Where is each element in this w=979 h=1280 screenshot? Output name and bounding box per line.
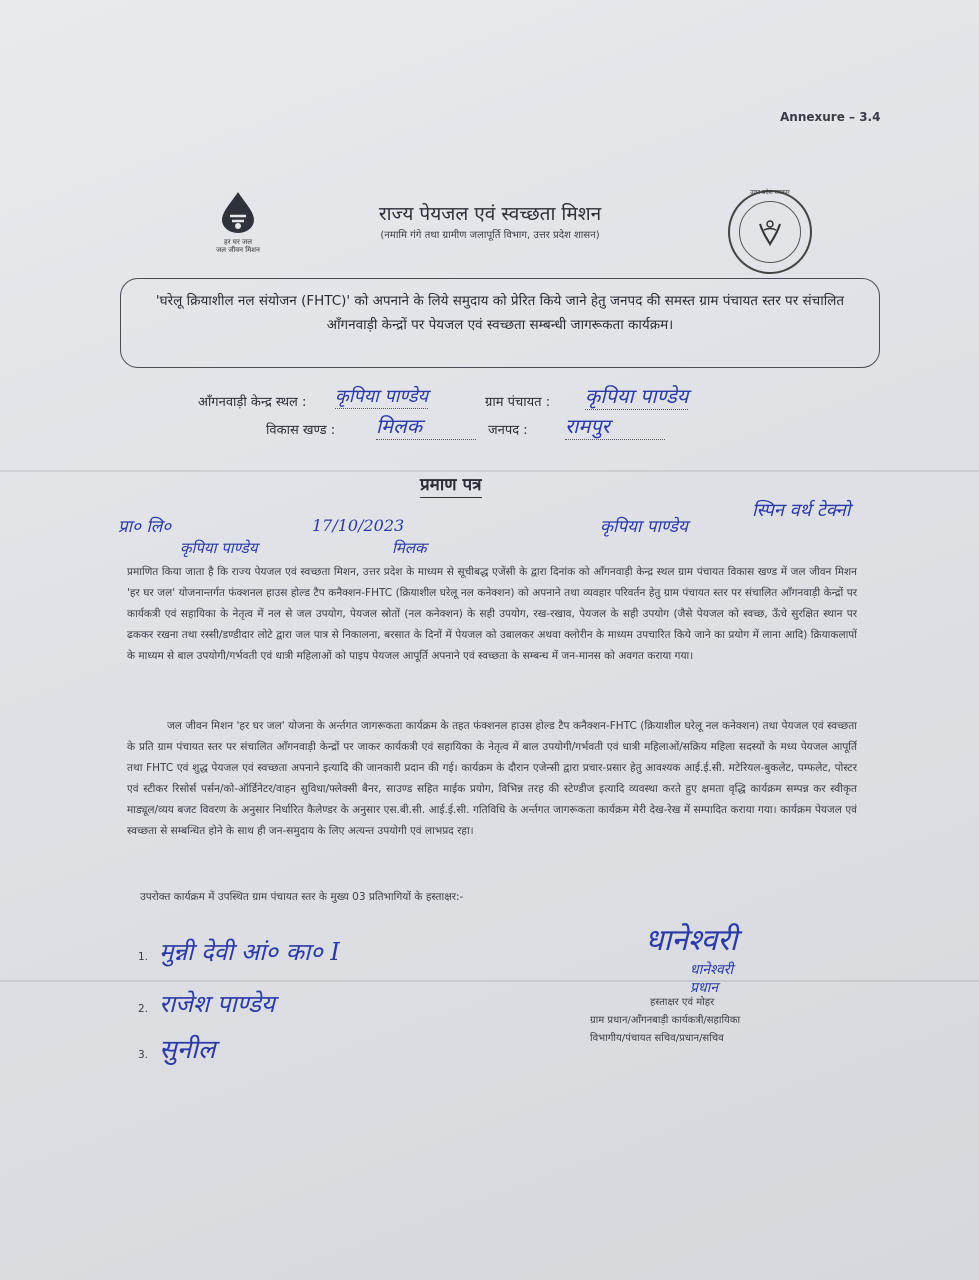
role-line-2: विभागीय/पंचायत सचिव/प्रधान/सचिव (590, 1033, 724, 1044)
vikas-khand-label: विकास खण्ड : (266, 423, 336, 438)
place-handwritten: कृपिया पाण्डेय (600, 517, 688, 537)
signature-2: राजेश पाण्डेय (159, 990, 275, 1018)
har-ghar-jal-logo (212, 190, 264, 260)
signature-3: सुनील (159, 1035, 216, 1065)
page-title: राज्य पेयजल एवं स्वच्छता मिशन (378, 203, 602, 225)
water-drop-icon (212, 190, 264, 234)
date-handwritten: 17/10/2023 (312, 516, 405, 535)
gram-panchayat-value: कृपिया पाण्डेय (585, 384, 689, 408)
certificate-paragraph-1: प्रमाणित किया जाता है कि राज्य पेयजल एवं स्वच्छता मिशन, उत्तर प्रदेश के माध्यम से सूचीबद्ध एजेंसी के द्वारा दिनांक को आँगनवाड़ी केन्द्र स्थल ग्राम पंचायत विकास खण्ड में जल जीवन मिशन 'हर घर जल' योजनान्तर्गत फंक्शनल हाउस होल्ड टैप कनैक्शन-FHTC (क्रियाशील घरेलू नल कनेक्शन) को अपनाने तथा व्यवहार परिवर्तन हेतु ग्राम पंचायत स्तर पर संचालित आँगनवाड़ी केन्द्रों पर कार्यकत्री एवं सहायिका के नेतृत्व में नल से जल उपयोग, पेयजल स्रोतों (नल कनेक्शन) के सही उपयोग, रख-रखाव, पेयजल के सही उपयोग (जैसे पेयजल को स्वच्छ, ऊँचे सुरक्षित स्थान पर ढककर रखना तथा रस्सी/डण्डीदार लोटे द्वारा जल पात्र से निकालना, बरसात के दिनों में पेयजल को उबालकर अथवा क्लोरीन के माध्यम उपचारित किये जाने का प्रयोग में लाना आदि) क्रियाकलापों के माध्यम से बाल उपयोगी/गर्भवती एवं धात्री महिलाओं को पाइप पेयजल आपूर्ति अपनाने एवं स्वच्छता के सम्बन्ध में जन-मानस को अवगत कराया गया। (127, 566, 857, 662)
signature-number: 3. (138, 1049, 149, 1061)
signature-row (138, 987, 275, 1020)
pradhan-signature-print: धानेश्वरी (690, 962, 734, 978)
agency-name-handwritten: स्पिन वर्थ टेक्नो (752, 500, 851, 521)
signature-row (138, 1030, 216, 1066)
paper-crease (0, 470, 979, 472)
certificate-paragraph-2: जल जीवन मिशन 'हर घर जल' योजना के अर्न्तगत जागरूकता कार्यक्रम के तहत फंक्शनल हाउस होल्ड टैप कनैक्शन-FHTC (क्रियाशील घरेलू नल कनेक्शन) तथा पेयजल एवं स्वच्छता के प्रति ग्राम पंचायत स्तर पर संचालित आँगनवाड़ी केन्द्रों पर जाकर कार्यकत्री एवं सहायिका के नेतृत्व में बाल उपयोगी/गर्भवती एवं धात्री महिलाओं/सक्रिय महिला सदस्यों के मध्य पेयजल आपूर्ति तथा FHTC एवं शुद्ध पेयजल एवं स्वच्छता अपनाने इत्यादि की जानकारी प्रदान की गई। कार्यक्रम के दौरान एजेन्सी द्वारा प्रचार-प्रसार हेतु आवश्यक आई.ई.सी. मटेरियल-बुकलेट, पम्फलेट, पोस्टर एवं स्टीकर रिसोर्स पर्सन/को-ऑर्डिनेटर/वाहन सुविधा/फ्लेक्सी बैनर, साउण्ड सहित माईक प्रयोग, विभिन्न तरह की स्टेण्डीज इत्यादि व्यवस्था करते हुए क्षमता वृद्धि कार्यक्रम सम्पन्न कर स्वीकृत माड्यूल/व्यय बजट विवरण के अनुसार निर्धारित कैलेण्डर के अनुसार एस.बी.सी. आई.ई.सी. गतिविधि के अर्न्तगत जागरूकता कार्यक्रम मेरी देख-रेख में सम्पादित कराया गया। कार्यक्रम पेयजल एवं स्वच्छता से सम्बन्धित होने के साथ ही जन-समुदाय के लिए अत्यन्त उपयोगी एवं लाभप्रद रहा। (127, 720, 857, 837)
participants-label: उपरोक्त कार्यक्रम में उपस्थित ग्राम पंचायत स्तर के मुख्य 03 प्रतिभागियों के हस्ताक्षर:- (140, 891, 464, 903)
seal-text: उत्तर प्रदेश सरकार (750, 189, 790, 196)
panchayat-handwritten: कृपिया पाण्डेय (180, 539, 258, 557)
emblem-icon (754, 216, 786, 248)
signature-row (138, 935, 340, 968)
signature-1: मुन्नी देवी आं० का० I (159, 938, 340, 966)
sign-label: हस्ताक्षर एवं मोहर (650, 997, 715, 1008)
janpad-value: रामपुर (565, 412, 665, 440)
up-government-seal (728, 190, 812, 274)
vikas-khand-value: मिलक (376, 412, 476, 440)
pradhan-signature: धानेश्वरी (645, 923, 738, 958)
role-line-1: ग्राम प्रधान/आँगनबाड़ी कार्यकत्री/सहायिका (590, 1015, 741, 1026)
certificate-title: प्रमाण पत्र (420, 472, 482, 498)
program-title-box: 'घरेलू क्रियाशील नल संयोजन (FHTC)' को अपनाने के लिये समुदाय को प्रेरित किये जाने हेतु जनपद की समस्त ग्राम पंचायत स्तर पर संचालित आँगनवाड़ी केन्द्रों पर पेयजल एवं स्वच्छता सम्बन्धी जागरूकता कार्यक्रम। (120, 278, 880, 368)
logo-caption-1: हर घर जल (224, 238, 252, 246)
anganwadi-label: आँगनवाड़ी केन्द्र स्थल : (198, 395, 307, 410)
paper-crease (0, 980, 979, 982)
anganwadi-value: कृपिया पाण्डेय (335, 386, 429, 407)
gram-panchayat-label: ग्राम पंचायत : (485, 395, 551, 410)
annexure-label: Annexure – 3.4 (780, 110, 881, 124)
block-handwritten: मिलक (392, 539, 427, 557)
signature-number: 1. (138, 951, 149, 963)
pradhan-title: प्रधान (690, 980, 718, 996)
logo-caption-2: जल जीवन मिशन (216, 246, 260, 254)
janpad-label: जनपद : (488, 423, 528, 438)
signature-number: 2. (138, 1003, 149, 1015)
page-subtitle: (नमामि गंगे तथा ग्रामीण जलापूर्ति विभाग, उत्तर प्रदेश शासन) (380, 230, 600, 241)
agency-suffix-handwritten: प्रा० लि० (118, 517, 172, 537)
